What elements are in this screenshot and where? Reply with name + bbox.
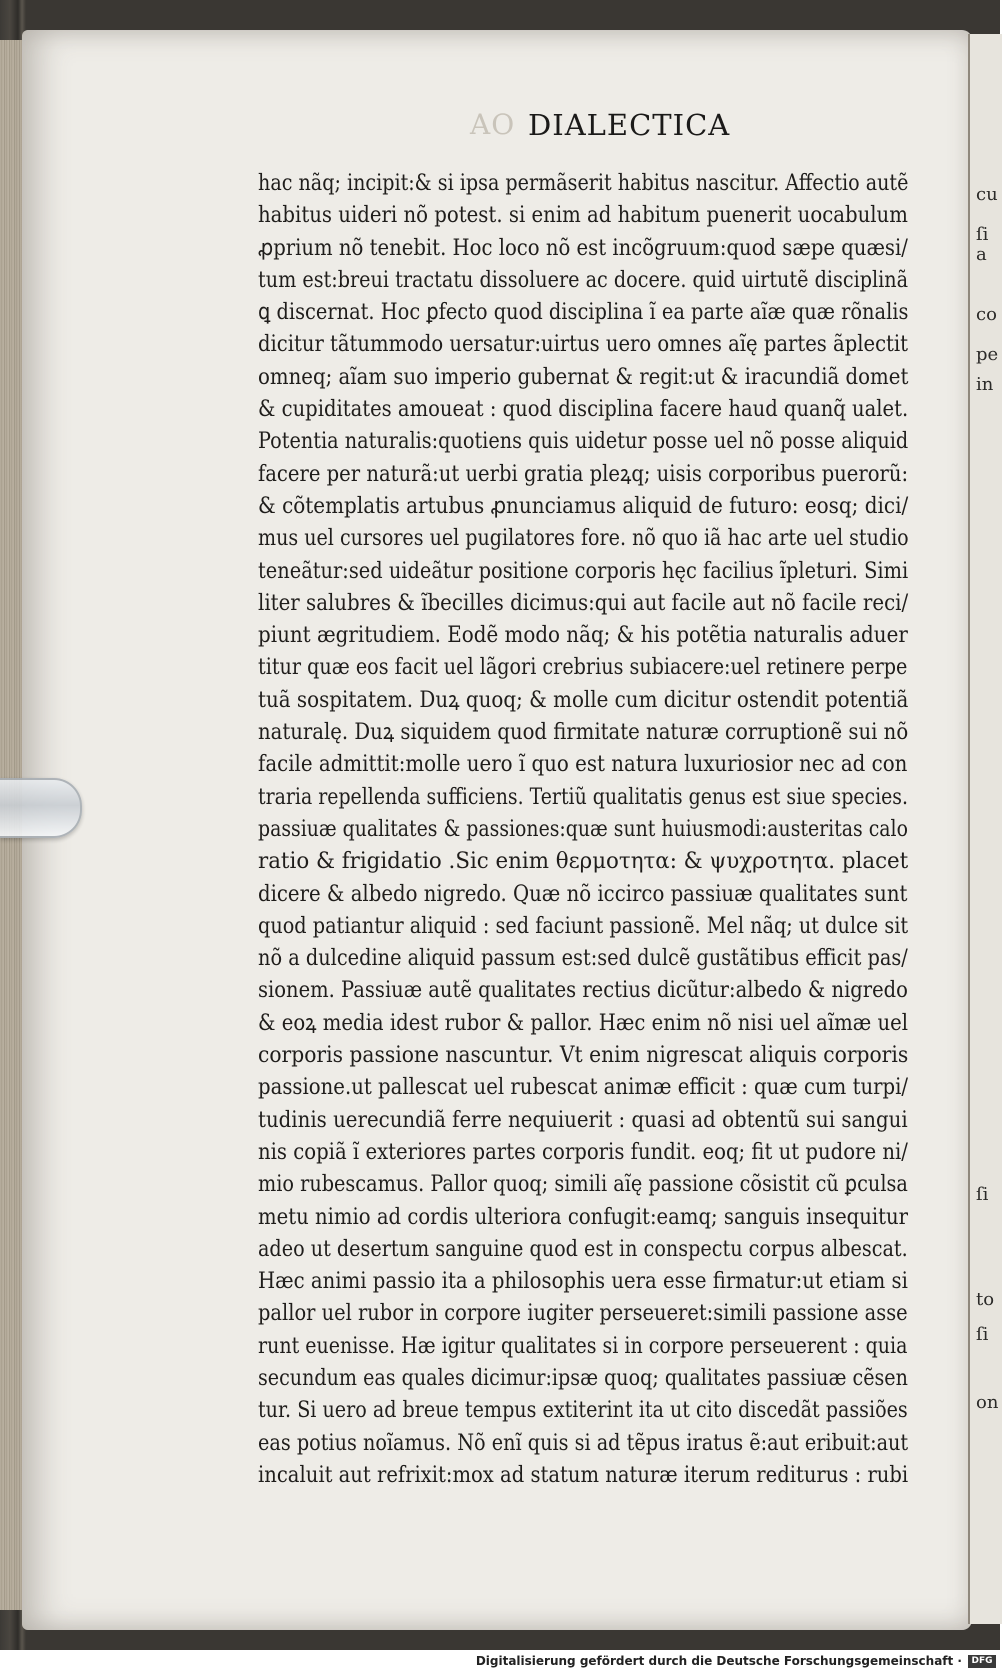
running-head-showthrough: AO bbox=[470, 108, 516, 141]
page-clip bbox=[0, 778, 82, 838]
body-text bbox=[258, 168, 908, 1492]
text-line: & eoꝝ media idest rubor & pallor. Hæc enim nõ nisi uel aĩmæ uel bbox=[258, 1010, 909, 1036]
text-line: tum est:breui tractatu dissoluere ac docere. quid uirtutẽ disciplinã bbox=[258, 267, 909, 293]
text-line: runt euenisse. Hæ igitur qualitates si in corpore perseuerent : quia bbox=[258, 1333, 908, 1359]
text-line: titur quæ eos facit uel lãgori crebrius subiacere:uel retinere perpe bbox=[258, 655, 908, 681]
facing-page-fragment: to bbox=[976, 1289, 995, 1310]
text-line: hac nãq; incipit:& si ipsa permãserit habitus nascitur. Affectio autẽ bbox=[258, 171, 909, 196]
funding-credit: Digitalisierung gefördert durch die Deutsche Forschungsgemeinschaft · bbox=[475, 1654, 962, 1668]
text-line: mus uel cursores uel pugilatores fore. nõ quo iã hac arte uel studio bbox=[258, 526, 909, 552]
text-line: secundum eas quales dicimur:ipsæ quoq; qualitates passiuæ cẽsen bbox=[258, 1365, 908, 1391]
facing-page-fragment: ſi bbox=[976, 224, 989, 245]
text-line: piunt ægritudiem. Eodẽ modo nãq; & his potẽtia naturalis aduer bbox=[258, 623, 908, 649]
text-line: facere per naturã:ut uerbi gratia pleꝝq; uisis corporibus puerorũ: bbox=[258, 461, 909, 487]
text-line: passione.ut pallescat uel rubescat animæ efficit : quæ cum turpi/ bbox=[258, 1075, 909, 1101]
text-line: tur. Si uero ad breue tempus extiterint ita ut cito discedãt passiões bbox=[258, 1398, 908, 1424]
text-line: sionem. Passiuæ autẽ qualitates rectius dicũtur:albedo & nigredo bbox=[258, 978, 908, 1004]
running-head bbox=[470, 108, 830, 148]
text-line: corporis passione nascuntur. Vt enim nigrescat aliquis corporis bbox=[258, 1043, 909, 1069]
text-line: habitus uideri nõ potest. si enim ad habitum puenerit uocabulum bbox=[258, 203, 908, 229]
text-line: pallor uel rubor in corpore iugiter perseueret:simili passione asse bbox=[258, 1301, 908, 1327]
facing-page-fragment: ſi bbox=[976, 1184, 989, 1205]
text-line: naturalę. Duꝝ siquidem quod firmitate naturæ corruptionẽ sui nõ bbox=[258, 720, 909, 746]
text-line: tuã sospitatem. Duꝝ quoq; & molle cum dicitur ostendit potentiã bbox=[258, 687, 909, 713]
text-line: ꝓprium nõ tenebit. Hoc loco nõ est incõgruum:quod sæpe quæsi/ bbox=[258, 235, 908, 261]
text-line: metu nimio ad cordis ulteriora confugit:eamq; sanguis insequitur bbox=[258, 1204, 909, 1230]
text-line: traria repellenda sufficiens. Tertiũ qualitatis genus est siue species. bbox=[258, 784, 909, 810]
text-line: incaluit aut refrixit:mox ad statum naturæ iterum rediturus : rubi bbox=[258, 1462, 909, 1488]
text-line: Potentia naturalis:quotiens quis uidetur posse uel nõ posse aliquid bbox=[258, 429, 909, 455]
text-line: facile admittit:molle uero ĩ quo est natura luxuriosior nec ad con bbox=[258, 752, 908, 778]
text-line: quod patiantur aliquid : sed faciunt passionẽ. Mel nãq; ut dulce sit bbox=[258, 913, 909, 939]
running-head-title: DIALECTICA bbox=[528, 108, 731, 142]
facing-page-fragment: a bbox=[976, 244, 987, 265]
text-line: nõ a dulcedine aliquid passum est:sed dulcẽ gustãtibus efficit pas/ bbox=[258, 946, 908, 972]
facing-page-fragment: pe bbox=[976, 344, 999, 365]
text-line: dicere & albedo nigredo. Quæ nõ iccirco passiuæ qualitates sunt bbox=[258, 881, 908, 907]
facing-page-fragment: on bbox=[976, 1392, 999, 1413]
text-line: & cõtemplatis artubus ꝓnunciamus aliquid de futuro: eosq; dici/ bbox=[258, 493, 909, 519]
text-line: ꝗ discernat. Hoc ꝑfecto quod disciplina ĩ ea parte aĩæ quæ rõnalis bbox=[258, 300, 909, 326]
facing-page-fragment: co bbox=[976, 304, 997, 325]
text-line: dicitur tãtummodo uersatur:uirtus uero omnes aĩę partes ãplectit bbox=[258, 332, 908, 358]
text-line: Hæc animi passio ita a philosophis uera esse firmatur:ut etiam si bbox=[258, 1269, 908, 1295]
text-line: omneq; aĩam suo imperio gubernat & regit:ut & iracundiã domet bbox=[258, 364, 909, 390]
text-line: liter salubres & ĩbecilles dicimus:qui aut facile aut nõ facile reci/ bbox=[258, 590, 909, 616]
text-line: adeo ut desertum sanguine quod est in conspectu corpus albescat. bbox=[258, 1236, 908, 1262]
text-line: & cupiditates amoueat : quod disciplina facere haud quanq̃ ualet. bbox=[258, 397, 909, 423]
text-line: passiuæ qualitates & passiones:quæ sunt huiusmodi:austeritas calo bbox=[258, 816, 908, 842]
dfg-logo: DFG bbox=[968, 1655, 996, 1668]
text-line: tudinis uerecundiã ferre nequiuerit : quasi ad obtentũ sui sangui bbox=[258, 1107, 908, 1133]
text-line: eas potius noĩamus. Nõ enĩ quis si ad tẽpus iratus ẽ:aut eribuit:aut bbox=[258, 1430, 909, 1456]
facing-page-fragment: in bbox=[976, 374, 994, 395]
facing-page-fragment: cu bbox=[976, 184, 998, 205]
facing-page-fragment: ſi bbox=[976, 1324, 989, 1345]
text-line: ratio & frigidatio .Sic enim θερμοτητα: & ψυχροτητα. placet bbox=[258, 849, 909, 875]
text-line: mio rubescamus. Pallor quoq; simili aĩę passione cõsistit cũ ꝑculsa bbox=[258, 1172, 908, 1198]
facing-page-edge bbox=[968, 34, 1002, 1624]
text-line: nis copiã ĩ exteriores partes corporis fundit. eoq; fit ut pudore ni/ bbox=[258, 1139, 908, 1165]
footer-bar bbox=[0, 1650, 1000, 1674]
text-line: teneãtur:sed uideãtur positione corporis hęc facilius ĩpleturi. Simi bbox=[258, 558, 909, 584]
